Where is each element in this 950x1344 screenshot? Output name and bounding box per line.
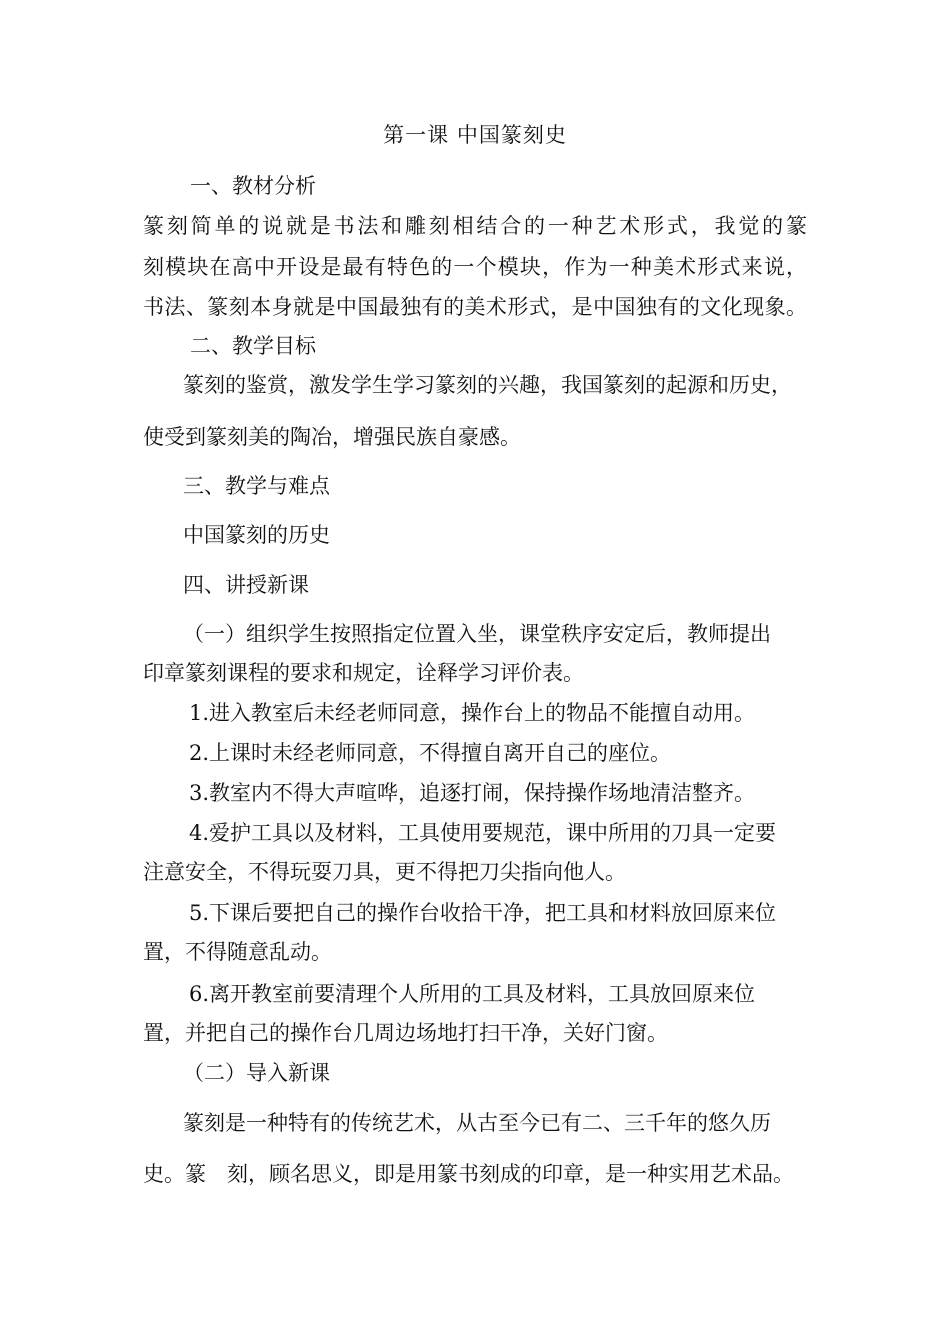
section-heading-difficulty: 三、教学与难点 — [183, 474, 330, 498]
paragraph-line: 书法、篆刻本身就是中国最独有的美术形式，是中国独有的文化现象。 — [143, 295, 807, 319]
section-heading-goals: 二、教学目标 — [190, 334, 316, 358]
rule-item-continued: 置，并把自己的操作台几周边场地打扫干净，关好门窗。 — [143, 1021, 668, 1045]
rule-item: 3.教室内不得大声喧哗，追逐打闹，保持操作场地清洁整齐。 — [189, 781, 756, 805]
paragraph-line: 中国篆刻的历史 — [183, 523, 330, 547]
subsection-line: （一）组织学生按照指定位置入坐，课堂秩序安定后，教师提出 — [183, 622, 771, 646]
rule-item: 1.进入教室后未经老师同意，操作台上的物品不能擅自动用。 — [189, 701, 756, 725]
paragraph-line: 史。篆 刻，顾名思义，即是用篆书刻成的印章，是一种实用艺术品。 — [143, 1162, 794, 1186]
paragraph-line: 篆刻简单的说就是书法和雕刻相结合的一种艺术形式，我觉的篆 — [143, 214, 807, 238]
paragraph-line: 印章篆刻课程的要求和规定，诠释学习评价表。 — [143, 661, 584, 685]
rule-item-continued: 注意安全，不得玩耍刀具，更不得把刀尖指向他人。 — [143, 860, 626, 884]
rule-item-continued: 置，不得随意乱动。 — [143, 940, 332, 964]
subsection-line: （二）导入新课 — [183, 1061, 330, 1085]
rule-item: 4.爱护工具以及材料，工具使用要规范，课中所用的刀具一定要 — [189, 821, 777, 845]
paragraph-line: 刻模块在高中开设是最有特色的一个模块，作为一种美术形式来说， — [143, 255, 807, 279]
rule-item: 5.下课后要把自己的操作台收拾干净，把工具和材料放回原来位 — [189, 901, 777, 925]
section-heading-new-lesson: 四、讲授新课 — [183, 573, 309, 597]
page-title: 第一课 中国篆刻史 — [383, 123, 567, 147]
rule-item: 6.离开教室前要清理个人所用的工具及材料，工具放回原来位 — [189, 982, 756, 1006]
rule-item: 2.上课时未经老师同意，不得擅自离开自己的座位。 — [189, 741, 672, 765]
paragraph-line: 篆刻的鉴赏，激发学生学习篆刻的兴趣，我国篆刻的起源和历史， — [183, 373, 792, 397]
section-heading-analysis: 一、教材分析 — [190, 174, 316, 198]
paragraph-line: 篆刻是一种特有的传统艺术，从古至今已有二、三千年的悠久历 — [183, 1111, 771, 1135]
paragraph-line: 使受到篆刻美的陶冶，增强民族自豪感。 — [143, 425, 521, 449]
